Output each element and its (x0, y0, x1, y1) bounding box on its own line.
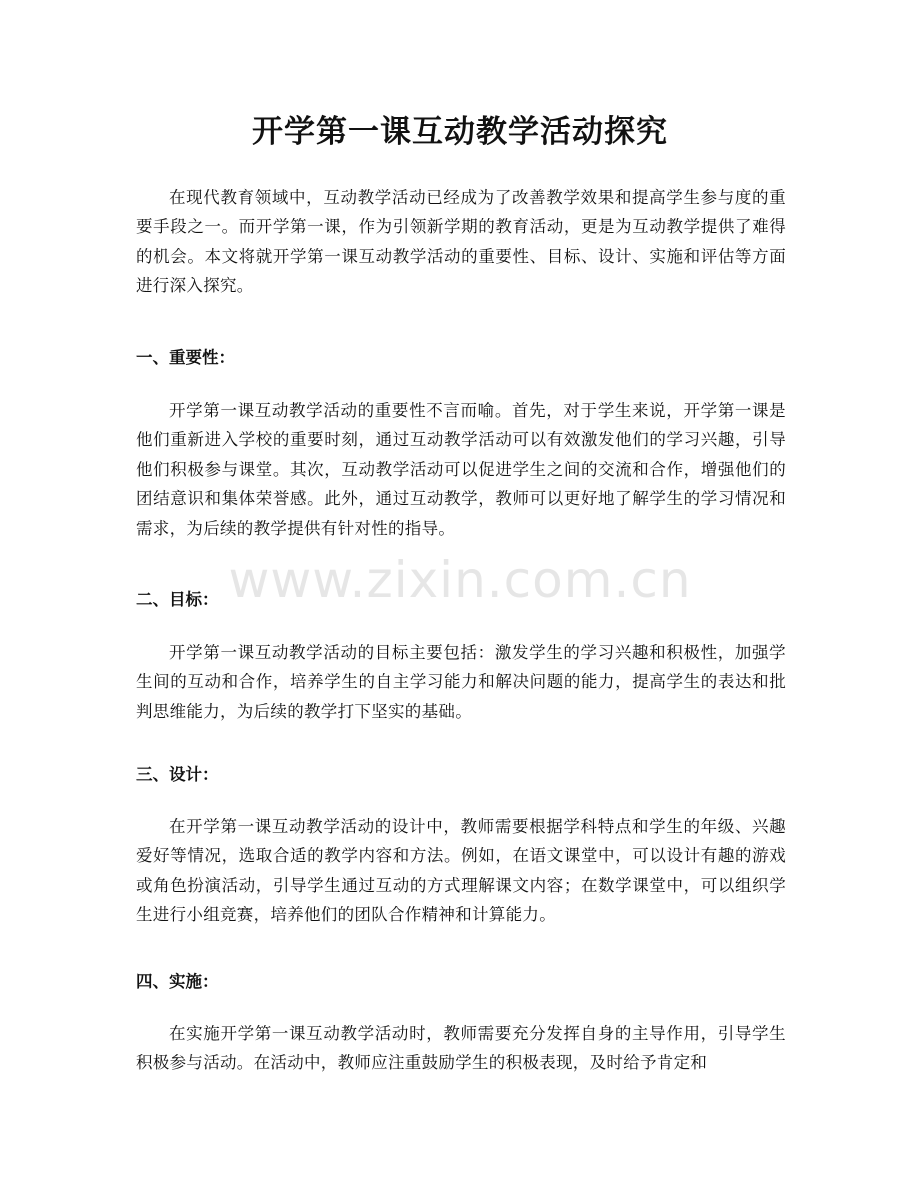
page-title: 开学第一课互动教学活动探究 (252, 114, 668, 150)
section-body-goals: 开学第一课互动教学活动的目标主要包括：激发学生的学习兴趣和积极性，加强学生间的互动和合作，培养学生的自主学习能力和解决问题的能力，提高学生的表达和批判思维能力，为后续的教学打下坚实的基础。 (136, 643, 786, 721)
watermark-text: www.zixin.com.cn (228, 551, 692, 609)
section-body-importance: 开学第一课互动教学活动的重要性不言而喻。首先，对于学生来说，开学第一课是他们重新进入学校的重要时刻，通过互动教学活动可以有效激发他们的学习兴趣，引导他们积极参与课堂。其次，互动教学活动可以促进学生之间的交流和合作，增强他们的团结意识和集体荣誉感。此外，通过互动教学，教师可以更好地了解学生的学习情况和需求，为后续的教学提供有针对性的指导。 (136, 401, 786, 538)
section-heading-design: 三、设计： (136, 765, 219, 784)
section-heading-implementation: 四、实施： (136, 972, 219, 991)
section-body-implementation: 在实施开学第一课互动教学活动时，教师需要充分发挥自身的主导作用，引导学生积极参与活动。在活动中，教师应注重鼓励学生的积极表现，及时给予肯定和 (136, 1024, 786, 1073)
intro-paragraph: 在现代教育领域中，互动教学活动已经成为了改善教学效果和提高学生参与度的重要手段之一。而开学第一课，作为引领新学期的教育活动，更是为互动教学提供了难得的机会。本文将就开学第一课互动教学活动的重要性、目标、设计、实施和评估等方面进行深入探究。 (136, 188, 786, 296)
section-heading-importance: 一、重要性： (136, 348, 235, 367)
section-body-design: 在开学第一课互动教学活动的设计中，教师需要根据学科特点和学生的年级、兴趣爱好等情况，选取合适的教学内容和方法。例如，在语文课堂中，可以设计有趣的游戏或角色扮演活动，引导学生通过互动的方式理解课文内容；在数学课堂中，可以组织学生进行小组竞赛，培养他们的团队合作精神和计算能力。 (136, 817, 786, 925)
section-heading-goals: 二、目标： (136, 590, 219, 609)
